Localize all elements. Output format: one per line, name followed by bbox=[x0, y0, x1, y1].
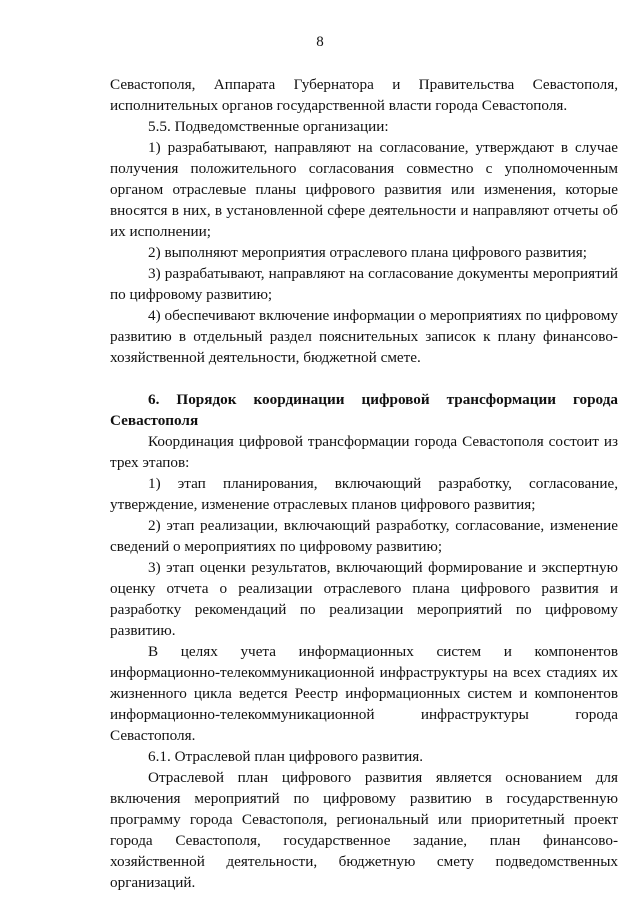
list-item-5-5-4: 4) обеспечивают включение информации о мероприятиях по цифровому развитию в отдельный раздел пояснительных записок к плану финансово-хозяйственной деятельности, бюджетной смете. bbox=[110, 307, 618, 366]
list-item-6-2: 2) этап реализации, включающий разработку, согласование, изменение сведений о мероприятиях по цифровому развитию; bbox=[110, 517, 618, 555]
paragraph-continuation: Севастополя, Аппарата Губернатора и Правительства Севастополя, исполнительных органов государственной власти города Севастополя. bbox=[110, 76, 618, 114]
page-number: 8 bbox=[316, 34, 324, 50]
paragraph-6-1-body: Отраслевой план цифрового развития является основанием для включения мероприятий по цифровому развитию в государственную программу города Севастополя, региональный или приоритетный проект города Севастополя, государственное задание, план финансово-хозяйственной деятельности, бюджетную смету подведомственных организаций. bbox=[110, 769, 618, 891]
document-body bbox=[110, 74, 618, 893]
subsection-heading-6-1: 6.1. Отраслевой план цифрового развития. bbox=[148, 748, 424, 765]
list-item-6-3: 3) этап оценки результатов, включающий формирование и экспертную оценку отчета о реализации отраслевого плана цифрового развития и разработку рекомендаций по реализации мероприятий по цифровому развитию. bbox=[110, 559, 618, 639]
list-item-6-1: 1) этап планирования, включающий разработку, согласование, утверждение, изменение отраслевых планов цифрового развития; bbox=[110, 475, 618, 513]
paragraph-5-5: 5.5. Подведомственные организации: bbox=[148, 118, 389, 135]
section-heading-6: 6. Порядок координации цифровой трансформации города Севастополя bbox=[110, 391, 618, 429]
list-item-5-5-2: 2) выполняют мероприятия отраслевого плана цифрового развития; bbox=[148, 244, 587, 261]
paragraph-registry: В целях учета информационных систем и компонентов информационно-телекоммуникационной инфраструктуры на всех стадиях их жизненного цикла ведется Реестр информационных систем и компонентов информационно-телекоммуникационной инфраструктуры города Севастополя. bbox=[110, 643, 618, 744]
paragraph-6-intro: Координация цифровой трансформации города Севастополя состоит из трех этапов: bbox=[110, 433, 618, 471]
list-item-5-5-1: 1) разрабатывают, направляют на согласование, утверждают в случае получения положительного согласования совместно с уполномоченным органом отраслевые планы цифрового развития или изменения, которые вносятся в них, в установленной сфере деятельности и направляют отчеты об их исполнении; bbox=[110, 139, 618, 240]
list-item-5-5-3: 3) разрабатывают, направляют на согласование документы мероприятий по цифровому развитию; bbox=[110, 265, 618, 303]
